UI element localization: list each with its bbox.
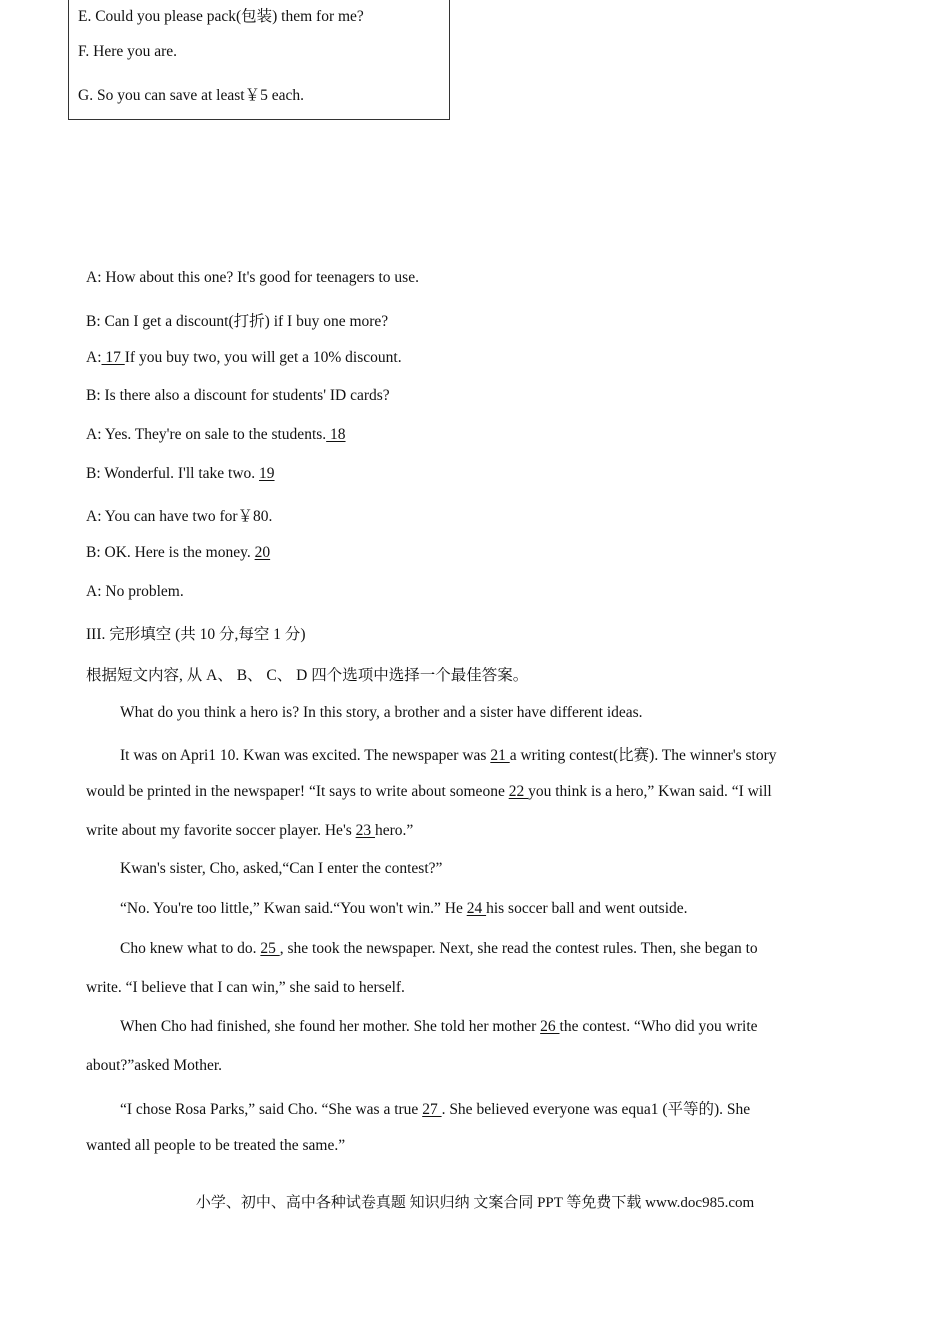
- passage-line: would be printed in the newspaper! “It says to write about someone 22 you think is a hero,” Kwan said. “I will: [86, 783, 772, 800]
- blank-19: 19: [259, 465, 275, 482]
- blank-21: 21: [490, 747, 510, 764]
- passage-line: “I chose Rosa Parks,” said Cho. “She was a true 27 . She believed everyone was equa1 (平等的). She: [120, 1101, 751, 1118]
- passage-line: When Cho had finished, she found her mother. She told her mother 26 the contest. “Who did you write: [120, 1018, 758, 1035]
- section-heading: III. 完形填空 (共 10 分,每空 1 分): [86, 626, 306, 643]
- options-box: [68, 0, 450, 120]
- option-g: G. So you can save at least￥5 each.: [78, 87, 304, 104]
- passage-line: It was on Apri1 10. Kwan was excited. The newspaper was 21 a writing contest(比赛). The winner's story: [120, 747, 777, 764]
- blank-20: 20: [254, 544, 271, 561]
- section-instruction: 根据短文内容, 从 A、 B、 C、 D 四个选项中选择一个最佳答案。: [86, 667, 529, 684]
- page-footer: 小学、初中、高中各种试卷真题 知识归纳 文案合同 PPT 等免费下载 www.doc985.com: [195, 1195, 755, 1211]
- passage-line: What do you think a hero is? In this story, a brother and a sister have different ideas.: [120, 704, 643, 721]
- blank-25: 25: [260, 940, 280, 957]
- blank-22: 22: [508, 783, 529, 800]
- passage-line: “No. You're too little,” Kwan said.“You won't win.” He 24 his soccer ball and went outside.: [120, 900, 688, 917]
- passage-line: wanted all people to be treated the same.”: [86, 1137, 346, 1154]
- dialogue-line: A: No problem.: [86, 583, 184, 600]
- passage-line: write. “I believe that I can win,” she said to herself.: [86, 979, 405, 996]
- dialogue-line: B: Wonderful. I'll take two. 19: [86, 465, 275, 482]
- option-e: E. Could you please pack(包装) them for me?: [78, 8, 364, 25]
- passage-line: write about my favorite soccer player. He's 23 hero.”: [86, 822, 414, 839]
- dialogue-line: A: You can have two for￥80.: [86, 508, 273, 525]
- blank-26: 26: [540, 1018, 560, 1035]
- passage-line: Cho knew what to do. 25 , she took the newspaper. Next, she read the contest rules. Then, she began to: [120, 940, 758, 957]
- blank-23: 23: [355, 822, 376, 839]
- dialogue-line: A: 17 If you buy two, you will get a 10% discount.: [86, 349, 402, 366]
- blank-24: 24: [466, 900, 487, 917]
- blank-27: 27: [422, 1101, 442, 1118]
- blank-18: 18: [326, 426, 346, 443]
- passage-line: Kwan's sister, Cho, asked,“Can I enter the contest?”: [120, 860, 443, 877]
- dialogue-line: B: Is there also a discount for students' ID cards?: [86, 387, 390, 404]
- dialogue-line: A: Yes. They're on sale to the students. 18: [86, 426, 346, 443]
- passage-line: about?”asked Mother.: [86, 1057, 223, 1074]
- blank-17: 17: [101, 349, 125, 366]
- option-f: F. Here you are.: [78, 43, 178, 60]
- dialogue-line: B: OK. Here is the money. 20: [86, 544, 271, 561]
- dialogue-line: A: How about this one? It's good for teenagers to use.: [86, 269, 419, 286]
- dialogue-line: B: Can I get a discount(打折) if I buy one more?: [86, 313, 389, 330]
